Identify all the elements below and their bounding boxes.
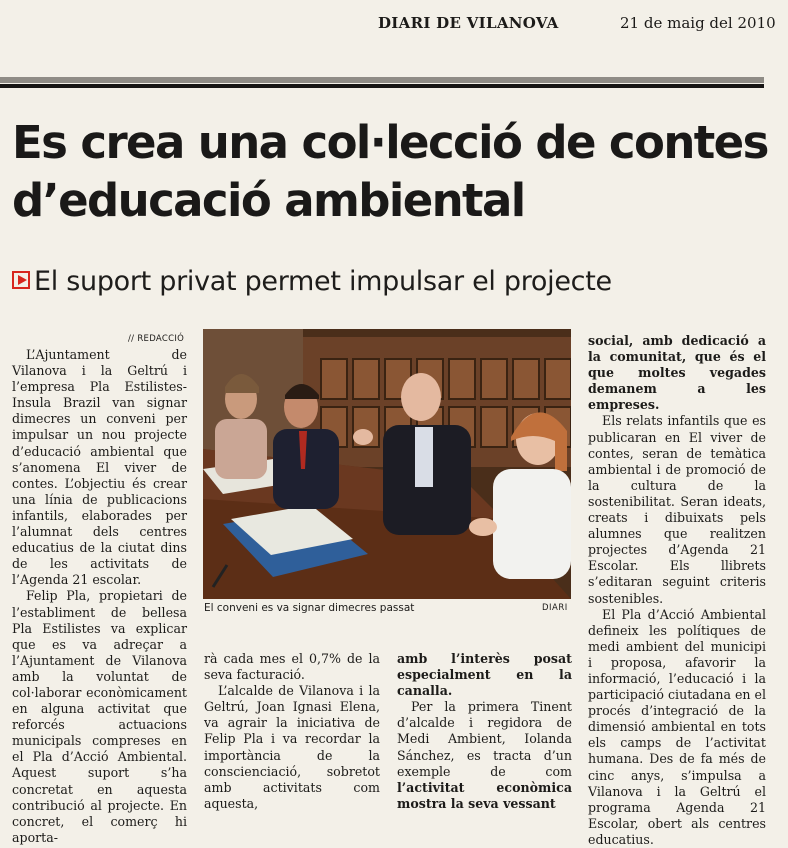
subheadline [12,266,612,297]
headline-line-1: Es crea una col·lecció de contes [12,116,768,169]
byline: // REDACCIÓ [128,334,185,344]
paragraph [588,333,766,413]
article-photo [203,329,571,599]
header-rule-black [0,84,764,88]
headline [12,114,772,230]
masthead [0,0,788,40]
paragraph: L’Ajuntament de Vilanova i la Geltrú i l’empresa Pla Estilistes-Insula Brazil van signar dimecres un conveni per impulsar un nou projecte d’educació ambiental que s’anomena El viver de contes. L’objectiu és crear una línia de publicacions infantils, elaborades per l’alumnat dels centres educatius de la ciutat dins de les activitats de l’Agenda 21 escolar. [12,347,187,588]
paragraph: Els relats infantils que es publicaran en El viver de contes, seran de temàtica ambiental i de promoció de la cultura de la sostenibilitat. Seran ideats, creats i dibuixats pels alumnes que realitzen projectes d’Agenda 21 Escolar. Els llibrets s’editaran seguint criteris sostenibles. [588,413,766,606]
paragraph: Felip Pla, propietari de l’establiment de bellesa Pla Estilistes va explicar que es va adreçar a l’Ajuntament de Vilanova amb la voluntat de col·laborar econòmicament en alguna activitat que reforcés actuacions municipals compreses en el Pla d’Acció Ambiental. Aquest suport s’ha concretat en aquesta contribució al projecte. En concret, el comerç hi aporta- [12,588,187,845]
bold-quote-lead: amb l’interès posat especialment en la canalla. [397,651,572,699]
play-arrow-icon [12,271,30,289]
column-2 [204,651,380,812]
paragraph [397,699,572,812]
column-1 [12,347,187,846]
newspaper-name: DIARI DE VILANOVA [378,14,559,32]
subheadline-text: El suport privat permet impulsar el projecte [34,266,612,297]
photo-credit: DIARI [542,603,568,613]
meeting-photo-illustration [203,329,571,599]
bold-quote-continuation: social, amb dedicació a la comunitat, que és el que moltes vegades demanem a les empreses. [588,333,766,413]
paragraph [397,651,572,699]
paragraph: rà cada mes el 0,7% de la seva facturació. [204,651,380,683]
headline-line-2: d’educació ambiental [12,174,525,227]
bold-quote-tail: l’activitat econòmica mostra la seva vessant [397,779,572,811]
paragraph: El Pla d’Acció Ambiental defineix les polítiques de medi ambient del municipi i proposa, afavorir la informació, l’educació i la participació ciutadana en el procés d’integració de la dimensió ambiental en tots els camps de l’activitat humana. Des de fa més de cinc anys, s’impulsa a Vilanova i la Geltrú el programa Agenda 21 Escolar, obert als centres educatius. [588,606,766,847]
paragraph: L’alcalde de Vilanova i la Geltrú, Joan Ignasi Elena, va agrair la iniciativa de Felip Pla i va recordar la importància de la conscienciació, sobretot amb activitats com aquesta, [204,683,380,811]
quote-intro: Per la primera Tinent d’alcalde i regidora de Medi Ambient, Iolanda Sánchez, es tracta d’un exemple de com [397,699,572,779]
column-4 [588,333,766,848]
column-3 [397,651,572,812]
photo-caption: El conveni es va signar dimecres passat [204,602,415,614]
header-rule-gray [0,77,764,83]
publication-date: 21 de maig del 2010 [620,14,776,32]
